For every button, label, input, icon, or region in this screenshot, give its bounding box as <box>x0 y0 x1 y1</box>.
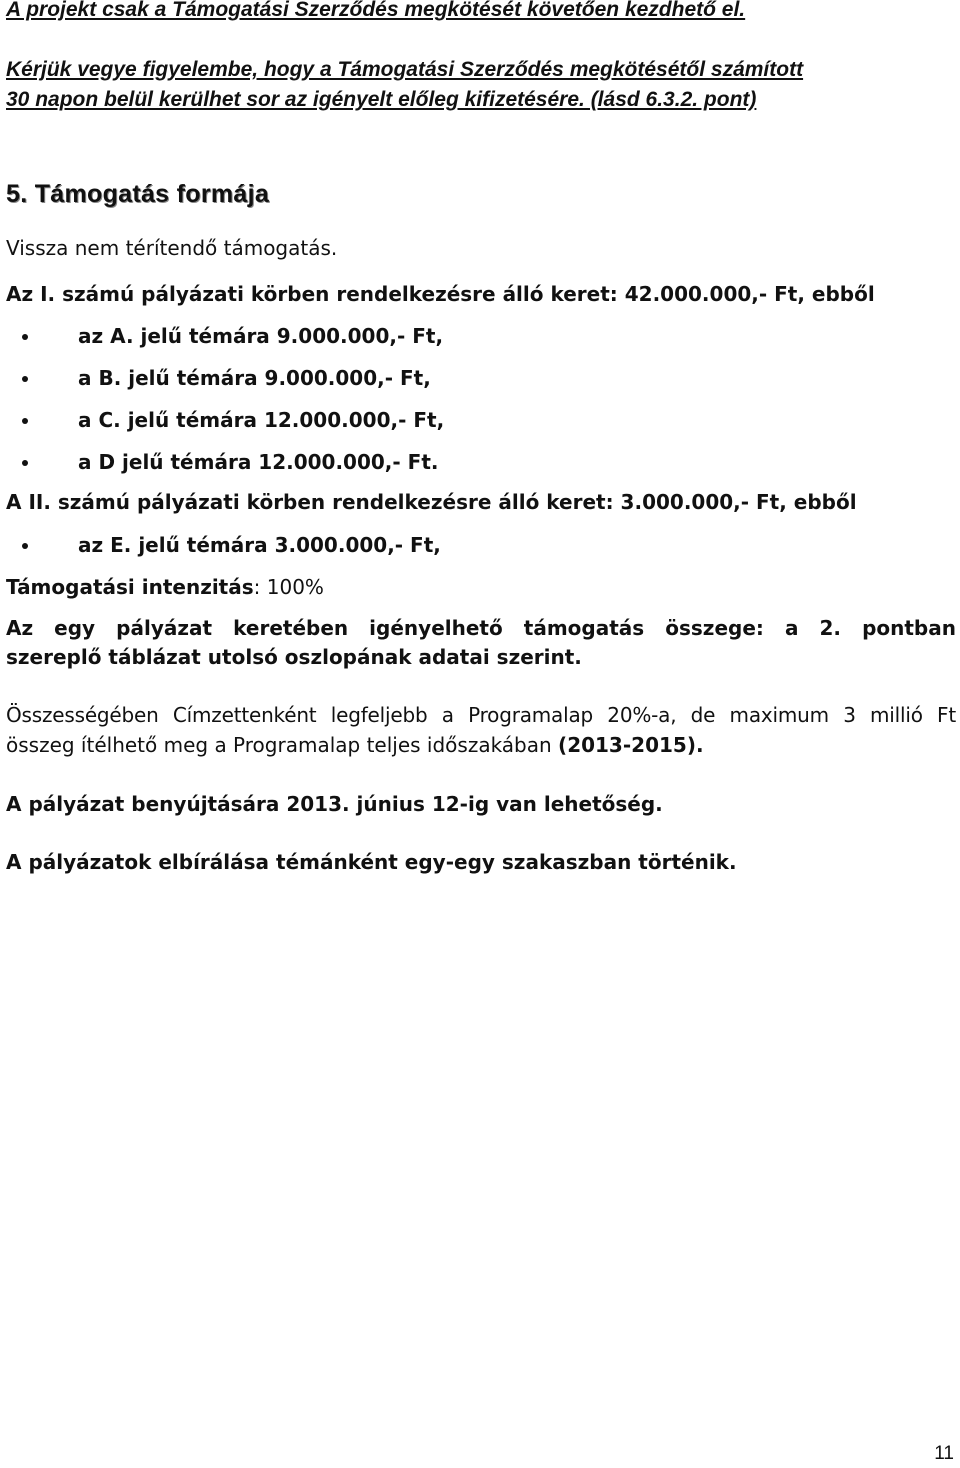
intro-notice-line: A projekt csak a Támogatási Szerződés megkötését követően kezdhető el. <box>6 0 746 21</box>
amount-line-1: Az egy pályázat keretében igényelhető támogatás összege: a 2. pontban <box>6 616 956 640</box>
intensity-value: : 100% <box>253 575 324 599</box>
total-line-2 <box>6 733 704 757</box>
list-item-text: a D jelű témára 12.000.000,- Ft. <box>78 450 439 474</box>
bullet-icon <box>22 418 28 424</box>
advance-payment-notice <box>6 58 803 82</box>
list-item-text: a B. jelű témára 9.000.000,- Ft, <box>78 366 431 390</box>
advance-notice-line-2: 30 napon belül kerülhet sor az igényelt előleg kifizetésére. (lásd 6.3.2. pont) <box>6 88 757 111</box>
deadline-line: A pályázat benyújtására 2013. június 12-ig van lehetőség. <box>6 792 663 816</box>
bullet-icon <box>22 460 28 466</box>
total-line-2-text: összeg ítélhető meg a Programalap teljes időszakában <box>6 733 559 757</box>
section-subtitle: Vissza nem térítendő támogatás. <box>6 236 338 260</box>
bullet-icon <box>22 543 28 549</box>
advance-payment-notice-2 <box>6 88 756 112</box>
bullet-icon <box>22 376 28 382</box>
page-number: 11 <box>934 1443 954 1464</box>
total-period: (2013-2015). <box>558 733 704 757</box>
section-heading: 5. Támogatás formája <box>6 180 270 208</box>
intensity-line <box>6 575 324 599</box>
list-item-text: az A. jelű témára 9.000.000,- Ft, <box>78 324 444 348</box>
intensity-label: Támogatási intenzitás <box>6 575 254 599</box>
evaluation-line: A pályázatok elbírálása témánként egy-egy szakaszban történik. <box>6 850 737 874</box>
amount-line-2: szereplő táblázat utolsó oszlopának adatai szerint. <box>6 645 582 669</box>
bullet-icon <box>22 334 28 340</box>
list-item-text: az E. jelű témára 3.000.000,- Ft, <box>78 533 441 557</box>
round1-title: Az I. számú pályázati körben rendelkezésre álló keret: 42.000.000,- Ft, ebből <box>6 282 875 306</box>
total-line-1: Összességében Címzettenként legfeljebb a Programalap 20%-a, de maximum 3 millió Ft <box>6 703 956 727</box>
round2-title: A II. számú pályázati körben rendelkezésre álló keret: 3.000.000,- Ft, ebből <box>6 490 857 514</box>
list-item-text: a C. jelű témára 12.000.000,- Ft, <box>78 408 445 432</box>
advance-notice-line-1: Kérjük vegye figyelembe, hogy a Támogatási Szerződés megkötésétől számított <box>6 58 804 81</box>
